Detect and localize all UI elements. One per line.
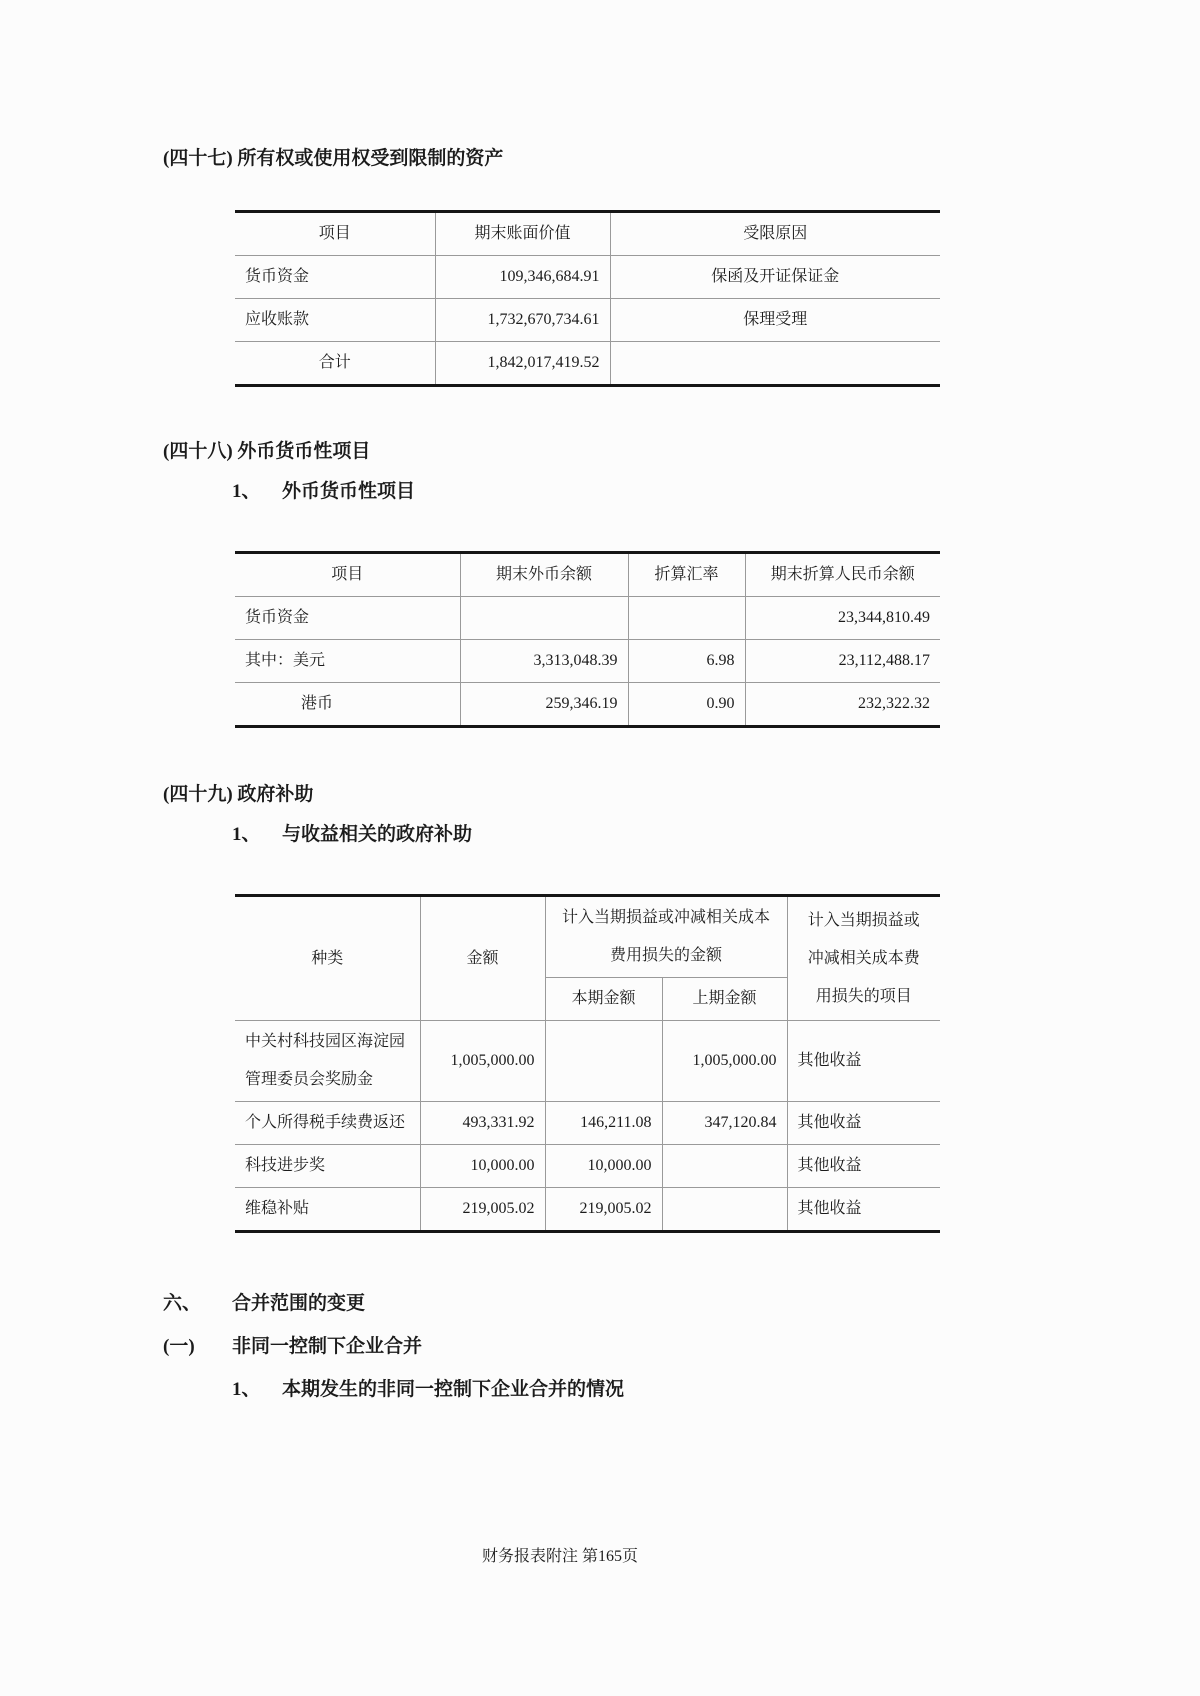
cell-item: 货币资金 bbox=[235, 597, 460, 640]
cell-reason: 保理受理 bbox=[610, 299, 940, 342]
table-row bbox=[235, 256, 940, 299]
section-6-subheading-1 bbox=[163, 1334, 1200, 1360]
table-row bbox=[235, 683, 940, 727]
cell-value: 1,732,670,734.61 bbox=[435, 299, 610, 342]
col-header-item: 项目 bbox=[235, 212, 435, 256]
cell-item: 合计 bbox=[235, 342, 435, 386]
cell-amount: 493,331.92 bbox=[420, 1102, 545, 1145]
cell-pl-item: 其他收益 bbox=[787, 1188, 940, 1232]
cell-reason bbox=[610, 342, 940, 386]
heading-number: 六、 bbox=[163, 1293, 202, 1314]
cell-item: 货币资金 bbox=[235, 256, 435, 299]
cell-type: 中关村科技园区海淀园 管理委员会奖励金 bbox=[235, 1021, 420, 1102]
table-row bbox=[235, 299, 940, 342]
table-row bbox=[235, 1188, 940, 1232]
cell-prior-amount: 347,120.84 bbox=[662, 1102, 787, 1145]
restricted-assets-table bbox=[235, 210, 940, 387]
cell-type: 维稳补贴 bbox=[235, 1188, 420, 1232]
subheading-number: 1、 bbox=[232, 1379, 261, 1400]
government-grants-table bbox=[235, 894, 940, 1233]
table-row bbox=[235, 597, 940, 640]
cell-prior-amount bbox=[662, 1188, 787, 1232]
table-row bbox=[235, 640, 940, 683]
cell-foreign-balance: 259,346.19 bbox=[460, 683, 628, 727]
cell-value: 1,842,017,419.52 bbox=[435, 342, 610, 386]
cell-reason: 保函及开证保证金 bbox=[610, 256, 940, 299]
table-header-row bbox=[235, 553, 940, 597]
section-48-subheading bbox=[232, 479, 1200, 505]
subheading-number: 1、 bbox=[232, 481, 261, 502]
page-footer: 财务报表附注 第165页 bbox=[481, 1548, 638, 1565]
col-header-rmb-balance: 期末折算人民币余额 bbox=[745, 553, 940, 597]
col-header-pl-amount-group: 计入当期损益或冲减相关成本 费用损失的金额 bbox=[545, 896, 787, 978]
section-49-subheading bbox=[232, 822, 1200, 848]
cell-current-amount bbox=[545, 1021, 662, 1102]
cell-type: 个人所得税手续费返还 bbox=[235, 1102, 420, 1145]
cell-current-amount: 146,211.08 bbox=[545, 1102, 662, 1145]
table-header-row bbox=[235, 212, 940, 256]
subheading-number: (一) bbox=[163, 1336, 195, 1357]
table-header-row bbox=[235, 896, 940, 978]
cell-prior-amount bbox=[662, 1145, 787, 1188]
col-header-pl-item: 计入当期损益或 冲减相关成本费 用损失的项目 bbox=[787, 896, 940, 1021]
cell-current-amount: 10,000.00 bbox=[545, 1145, 662, 1188]
subheading-number: 1、 bbox=[232, 824, 261, 845]
cell-pl-item: 其他收益 bbox=[787, 1145, 940, 1188]
cell-foreign-balance bbox=[460, 597, 628, 640]
col-header-type: 种类 bbox=[235, 896, 420, 1021]
col-header-foreign-balance: 期末外币余额 bbox=[460, 553, 628, 597]
cell-current-amount: 219,005.02 bbox=[545, 1188, 662, 1232]
cell-pl-item: 其他收益 bbox=[787, 1102, 940, 1145]
subheading-text: 非同一控制下企业合并 bbox=[232, 1336, 423, 1357]
cell-exchange-rate bbox=[628, 597, 745, 640]
cell-amount: 1,005,000.00 bbox=[420, 1021, 545, 1102]
col-header-amount: 金额 bbox=[420, 896, 545, 1021]
subheading-text: 本期发生的非同一控制下企业合并的情况 bbox=[282, 1379, 625, 1400]
heading-text: 合并范围的变更 bbox=[232, 1293, 366, 1314]
cell-foreign-balance: 3,313,048.39 bbox=[460, 640, 628, 683]
col-header-prior-amount: 上期金额 bbox=[662, 978, 787, 1021]
cell-item: 港币 bbox=[235, 683, 460, 727]
section-48-heading: (四十八) 外币货币性项目 bbox=[163, 441, 371, 462]
cell-item: 其中：美元 bbox=[235, 640, 460, 683]
cell-amount: 219,005.02 bbox=[420, 1188, 545, 1232]
col-header-current-amount: 本期金额 bbox=[545, 978, 662, 1021]
cell-item: 应收账款 bbox=[235, 299, 435, 342]
col-header-reason: 受限原因 bbox=[610, 212, 940, 256]
foreign-currency-table bbox=[235, 551, 940, 728]
cell-pl-item: 其他收益 bbox=[787, 1021, 940, 1102]
col-header-exchange-rate: 折算汇率 bbox=[628, 553, 745, 597]
col-header-item: 项目 bbox=[235, 553, 460, 597]
cell-type: 科技进步奖 bbox=[235, 1145, 420, 1188]
cell-amount: 10,000.00 bbox=[420, 1145, 545, 1188]
section-49-heading: (四十九) 政府补助 bbox=[163, 784, 314, 805]
col-header-value: 期末账面价值 bbox=[435, 212, 610, 256]
subheading-text: 与收益相关的政府补助 bbox=[282, 824, 473, 845]
subheading-text: 外币货币性项目 bbox=[282, 481, 416, 502]
page-top-margin bbox=[0, 0, 1200, 146]
cell-rmb-balance: 23,344,810.49 bbox=[745, 597, 940, 640]
cell-value: 109,346,684.91 bbox=[435, 256, 610, 299]
section-6-subheading-2 bbox=[232, 1377, 1200, 1403]
table-row bbox=[235, 1102, 940, 1145]
table-row bbox=[235, 1021, 940, 1102]
section-47-heading: (四十七) 所有权或使用权受到限制的资产 bbox=[163, 148, 504, 169]
cell-exchange-rate: 0.90 bbox=[628, 683, 745, 727]
table-total-row bbox=[235, 342, 940, 386]
table-row bbox=[235, 1145, 940, 1188]
cell-prior-amount: 1,005,000.00 bbox=[662, 1021, 787, 1102]
section-6-heading bbox=[163, 1291, 1200, 1317]
cell-rmb-balance: 23,112,488.17 bbox=[745, 640, 940, 683]
cell-exchange-rate: 6.98 bbox=[628, 640, 745, 683]
cell-rmb-balance: 232,322.32 bbox=[745, 683, 940, 727]
